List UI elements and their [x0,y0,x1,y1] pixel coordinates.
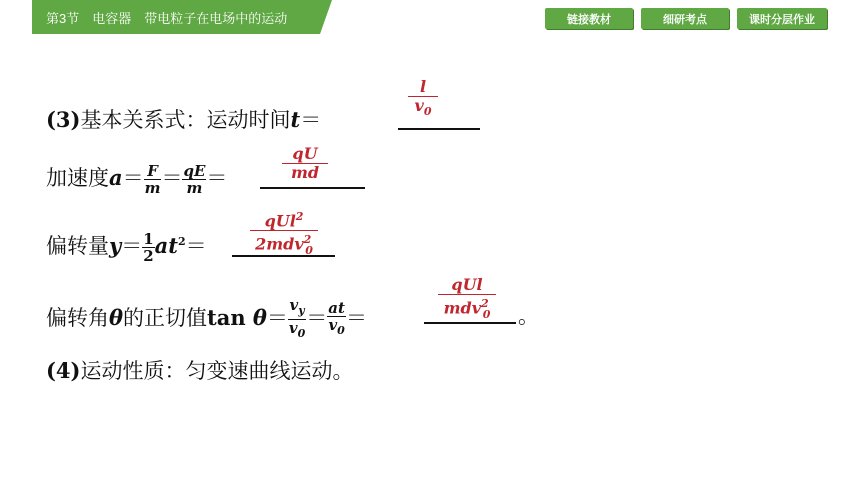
answer-angle-numerator: qUl [438,276,496,295]
equals-sign: ＝ [122,166,144,190]
var-theta: θ [109,305,124,330]
answer-time-denominator: $v_0$ [414,96,432,119]
equals-sign: ＝ [121,234,143,258]
line-motion-text: 运动性质：匀变速曲线运动。 [80,359,354,383]
equals-sign: ＝ [266,306,288,330]
nav-study-points-button[interactable]: 细研考点 [641,8,729,29]
var-t: t [290,107,301,132]
top-bar [0,0,860,34]
equals-sign: ＝ [161,166,183,190]
term-at: at [154,233,178,258]
nav-link-textbook-button[interactable]: 链接教材 [545,8,633,29]
equals-sign: ＝ [300,108,322,132]
answer-acceleration-denominator: md [290,163,320,182]
function-tan: tan [207,305,246,330]
line-deflection-text: 偏转量 [46,234,109,258]
answer-deflection [250,208,318,260]
item-number-4: (4) [46,358,81,383]
line-motion-nature [46,355,353,385]
var-a: a [109,165,123,190]
line-deflection [46,230,207,264]
fraction-vy-over-v0: $\frac{v_y}{v_0}$ [288,296,306,340]
chapter-tab [32,0,332,34]
equals-sign: ＝ [306,306,328,330]
answer-blank-acceleration [260,187,365,189]
line-time-text: 基本关系式：运动时间 [80,108,291,132]
line-deflection-angle [46,297,367,342]
answer-deflection-numerator: qUl$^2$ [250,208,318,231]
var-y: y [109,233,122,258]
answer-time-numerator: l [408,78,438,97]
fraction-at-over-v0: $\frac{at}{v_0}$ [328,299,345,337]
line-angle-text2: 的正切值 [123,306,208,330]
answer-deflection-denominator: 2mdv$^2_0$ [255,233,313,257]
answer-blank-time [398,128,480,130]
equals-sign: ＝ [206,166,228,190]
answer-angle-denominator: mdv$^2_0$ [443,297,491,321]
equals-sign: ＝ [185,234,207,258]
fraction-one-half: $\frac{1}{2}$ [143,230,154,265]
answer-acceleration [282,145,328,182]
nav-homework-button[interactable]: 课时分层作业 [737,8,827,29]
superscript-2: 2 [177,235,186,248]
answer-time [408,78,438,121]
sentence-end-mark: 。 [518,304,539,328]
answer-angle [438,276,496,324]
answer-acceleration-numerator: qU [282,145,328,164]
chapter-title: 第3节 电容器 带电粒子在电场中的运动 [46,11,288,26]
line-acceleration-text: 加速度 [46,166,109,190]
fraction-qE-over-m: $\frac{qE}{m}$ [183,162,206,197]
line-acceleration [46,162,227,196]
item-number-3: (3) [46,107,81,132]
line-angle-text: 偏转角 [46,306,109,330]
var-theta: θ [252,305,267,330]
line-time [46,104,321,134]
equals-sign: ＝ [345,306,367,330]
fraction-F-over-m: $\frac{F}{m}$ [144,162,161,197]
